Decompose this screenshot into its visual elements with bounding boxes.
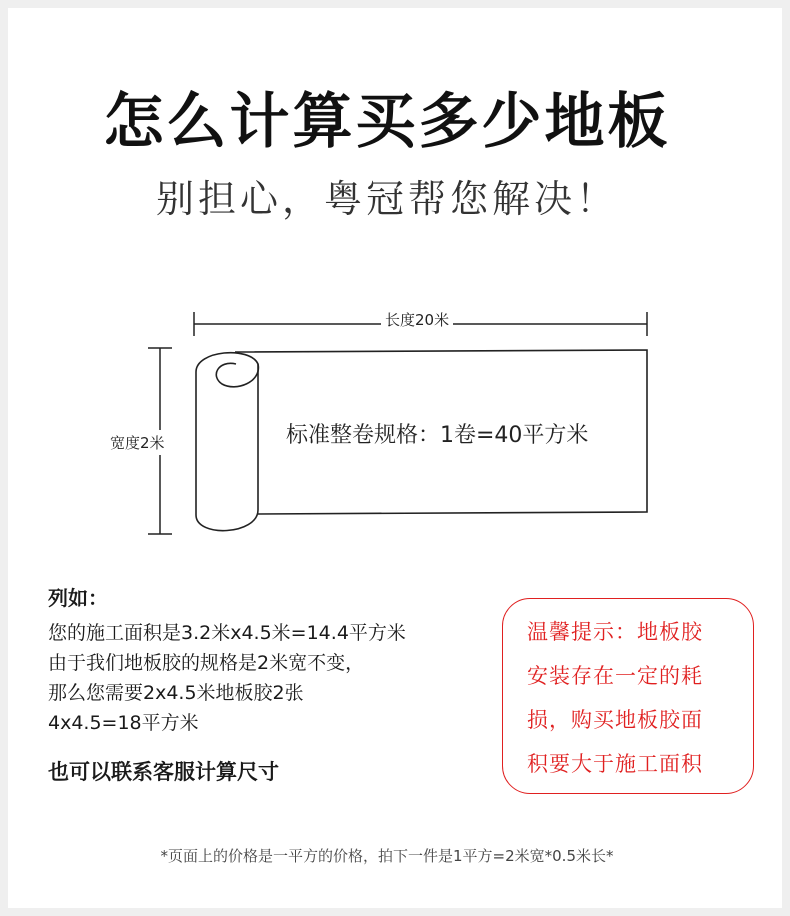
example-line: 那么您需要2x4.5米地板胶2张 xyxy=(48,682,304,704)
tip-line: 损，购买地板胶面 xyxy=(527,708,703,732)
length-label: 长度20米 xyxy=(381,309,453,330)
page-subtitle: 别担心，粤冠帮您解决！ xyxy=(155,177,618,221)
price-footnote: *页面上的价格是一平方的价格，拍下一件是1平方=2米宽*0.5米长* xyxy=(160,847,614,865)
page-title: 怎么计算买多少地板 xyxy=(103,87,671,157)
tip-line: 温馨提示：地板胶 xyxy=(527,620,703,644)
width-label: 宽度2米 xyxy=(110,430,165,455)
tip-line: 安装存在一定的耗 xyxy=(527,664,703,688)
tip-line: 积要大于施工面积 xyxy=(527,752,703,776)
roll-spec-label: 标准整卷规格：1卷=40平方米 xyxy=(286,423,589,448)
floor-roll xyxy=(196,353,258,531)
example-line: 由于我们地板胶的规格是2米宽不变， xyxy=(48,652,365,674)
example-heading: 列如： xyxy=(48,586,108,610)
example-line: 您的施工面积是3.2米x4.5米=14.4平方米 xyxy=(48,622,406,644)
example-line: 4x4.5=18平方米 xyxy=(48,712,199,734)
contact-service-text: 也可以联系客服计算尺寸 xyxy=(48,760,279,784)
